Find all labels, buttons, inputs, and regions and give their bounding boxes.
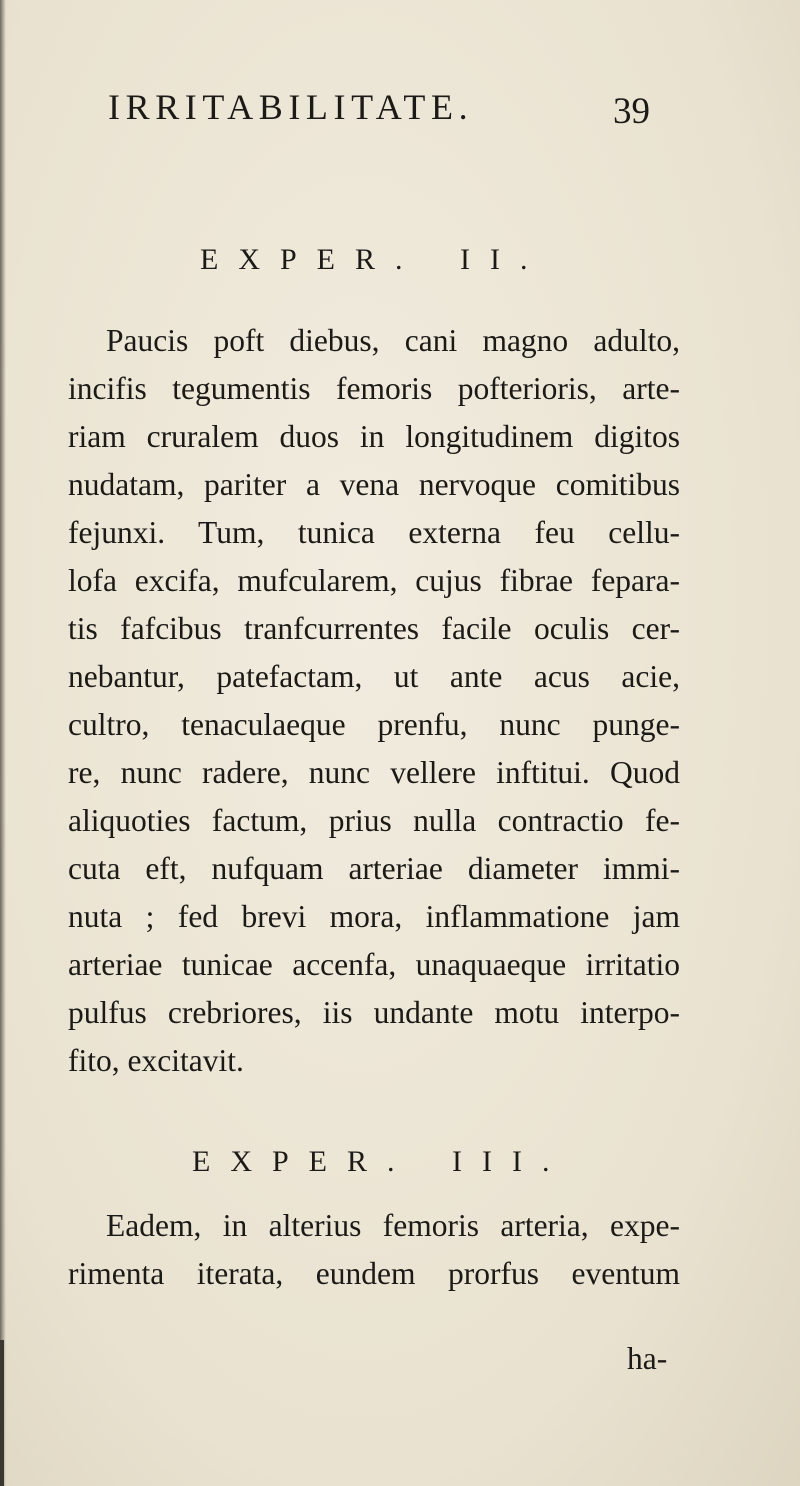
text-line: Eadem, in alterius femoris arteria, expe-: [106, 1208, 680, 1243]
text-line: arteriae tunicae accenfa, unaquaeque irritatio: [68, 947, 680, 982]
experiment-3-heading: EXPER. III.: [192, 1145, 570, 1178]
experiment-2-heading: EXPER. II.: [200, 243, 548, 276]
experiment-3-paragraph: [68, 1202, 680, 1298]
text-line: Paucis poft diebus, cani magno adulto,: [106, 323, 680, 358]
catchword: ha-: [627, 1341, 668, 1376]
page-left-edge-shadow: [0, 0, 6, 1486]
text-line: fejunxi. Tum, tunica externa feu cellu-: [68, 515, 680, 550]
page-binding-edge: [0, 1340, 4, 1486]
text-line: incifis tegumentis femoris pofterioris, arte-: [68, 371, 680, 406]
text-line: riam cruralem duos in longitudinem digitos: [68, 419, 680, 454]
running-title: IRRITABILITATE.: [108, 87, 474, 127]
text-line: nebantur, patefactam, ut ante acus acie,: [68, 659, 680, 694]
text-line: tis fafcibus tranfcurrentes facile oculis cer-: [68, 611, 680, 646]
text-line: aliquoties factum, prius nulla contractio fe-: [68, 803, 680, 838]
text-line: cultro, tenaculaeque prenfu, nunc punge-: [68, 707, 680, 742]
text-line: pulfus crebriores, iis undante motu interpo-: [68, 995, 680, 1030]
text-line: re, nunc radere, nunc vellere inftitui. Quod: [68, 755, 680, 790]
running-head: [108, 86, 668, 136]
text-line: rimenta iterata, eundem prorfus eventum: [68, 1256, 680, 1291]
page-number: 39: [613, 91, 650, 132]
experiment-2-paragraph: [68, 317, 680, 1085]
text-line: nuta ; fed brevi mora, inflammatione jam: [68, 899, 680, 934]
text-line: lofa excifa, mufcularem, cujus fibrae fepara-: [68, 563, 680, 598]
text-line: nudatam, pariter a vena nervoque comitibus: [68, 467, 680, 502]
text-line: fito, excitavit.: [68, 1043, 244, 1078]
text-line: cuta eft, nufquam arteriae diameter immi-: [68, 851, 680, 886]
